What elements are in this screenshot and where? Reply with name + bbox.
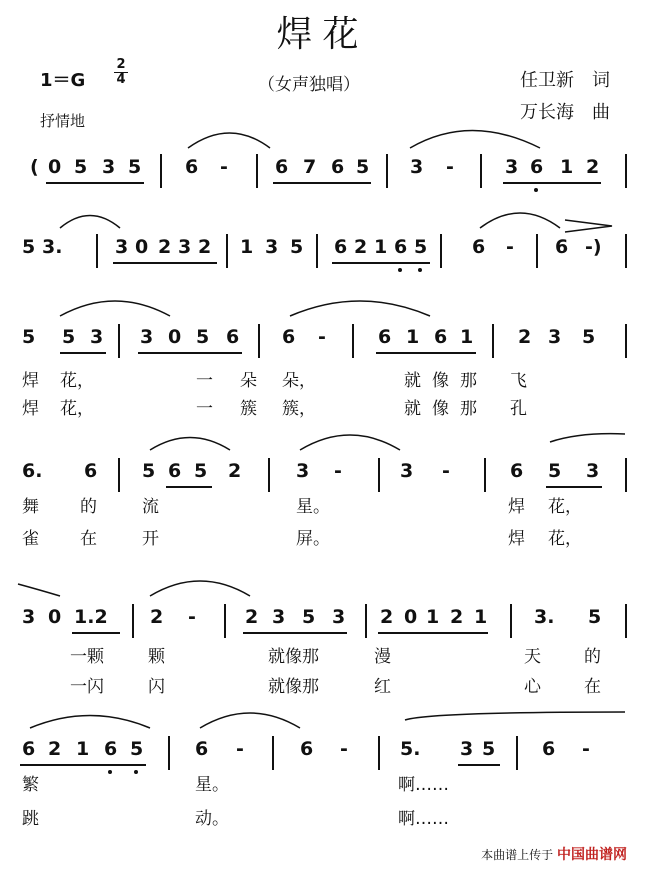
paren-open: (: [30, 156, 39, 178]
note: 3: [102, 156, 116, 178]
note: 0: [168, 326, 182, 348]
underline: [60, 352, 106, 354]
barline: [118, 324, 120, 358]
barline: [484, 458, 486, 492]
note: 5: [290, 236, 304, 258]
dash: -: [442, 460, 450, 482]
note: 6: [530, 156, 544, 178]
note: 6: [84, 460, 98, 482]
slur-arcs: [0, 118, 645, 158]
slur-arcs: [0, 698, 645, 738]
note: 0: [404, 606, 418, 628]
note: 3: [505, 156, 519, 178]
lyric: 像: [432, 371, 449, 391]
underline: [503, 182, 601, 184]
low-dot: [398, 268, 402, 272]
lyric: 开: [142, 529, 159, 549]
note: 5: [582, 326, 596, 348]
underline: [546, 486, 602, 488]
note: 6: [394, 236, 408, 258]
barline: [256, 154, 258, 188]
note: 0: [48, 606, 62, 628]
note: 2: [198, 236, 212, 258]
barline: [160, 154, 162, 188]
lyric: 焊: [22, 371, 39, 391]
barline: [625, 234, 627, 268]
dash: -): [585, 236, 602, 258]
barline: [440, 234, 442, 268]
note: 6: [378, 326, 392, 348]
note: 1: [460, 326, 474, 348]
lyric: 簇: [240, 399, 257, 419]
barline: [224, 604, 226, 638]
note: 1: [474, 606, 488, 628]
lyric: 朵，: [282, 371, 316, 391]
note: 3.: [42, 236, 63, 258]
lyricist-credit: 任卫新 词: [520, 70, 610, 91]
lyric: 漫: [374, 647, 391, 667]
dash: -: [188, 606, 196, 628]
key-signature: 1＝G: [40, 70, 86, 91]
score-line-3: [0, 318, 645, 428]
lyric: 簇，: [282, 399, 316, 419]
underline: [166, 486, 212, 488]
lyric: 舞: [22, 497, 39, 517]
barline: [352, 324, 354, 358]
note: 3: [140, 326, 154, 348]
lyric: 的: [80, 497, 97, 517]
note: 3: [400, 460, 414, 482]
note: 3: [265, 236, 279, 258]
lyric: 星。: [296, 497, 330, 517]
note: 3: [178, 236, 192, 258]
lyric: 雀: [22, 529, 39, 549]
dash: -: [220, 156, 228, 178]
barline: [96, 234, 98, 268]
barline: [536, 234, 538, 268]
low-dot: [534, 188, 538, 192]
dash: -: [582, 738, 590, 760]
note: 5: [22, 236, 36, 258]
barline: [386, 154, 388, 188]
note: 2: [450, 606, 464, 628]
note: 2: [586, 156, 600, 178]
dash: -: [318, 326, 326, 348]
lyric: 就像那: [268, 647, 319, 667]
note: 6: [334, 236, 348, 258]
note: 1.2: [74, 606, 108, 628]
note: 6: [542, 738, 556, 760]
tempo-marking: 抒情地: [40, 112, 86, 130]
note: 2: [150, 606, 164, 628]
composer-credit: 万长海 曲: [520, 102, 610, 123]
note: 1: [406, 326, 420, 348]
score-line-4: [0, 452, 645, 562]
underline: [243, 632, 347, 634]
note: 3: [115, 236, 129, 258]
lyric: 心: [524, 677, 541, 697]
note: 3: [22, 606, 36, 628]
dash: -: [334, 460, 342, 482]
meter-top: 2: [114, 58, 128, 73]
note: 3: [272, 606, 286, 628]
note: 0: [48, 156, 62, 178]
note: 2: [245, 606, 259, 628]
lyric: 孔: [510, 399, 527, 419]
note: 6: [300, 738, 314, 760]
lyric: 就: [404, 371, 421, 391]
barline: [625, 324, 627, 358]
underline: [46, 182, 144, 184]
note: 6: [472, 236, 486, 258]
underline: [378, 632, 488, 634]
note: 2: [48, 738, 62, 760]
meter-bottom: 4: [116, 72, 126, 87]
note: 5: [194, 460, 208, 482]
score-line-6: [0, 730, 645, 840]
lyric: 在: [584, 677, 601, 697]
note: 1: [560, 156, 574, 178]
underline: [20, 764, 146, 766]
underline: [138, 352, 242, 354]
note: 5: [196, 326, 210, 348]
barline: [625, 604, 627, 638]
barline: [268, 458, 270, 492]
lyric: 花，: [548, 529, 582, 549]
lyric: 闪: [148, 677, 165, 697]
barline: [492, 324, 494, 358]
note: 6: [555, 236, 569, 258]
note: 5: [130, 738, 144, 760]
note: 3: [90, 326, 104, 348]
note: 6: [22, 738, 36, 760]
site-logo-text[interactable]: 中国曲谱网: [557, 847, 627, 863]
dash: -: [506, 236, 514, 258]
lyric: 跳: [22, 809, 39, 829]
note: 6: [510, 460, 524, 482]
note: 3: [460, 738, 474, 760]
dash: -: [236, 738, 244, 760]
barline: [118, 458, 120, 492]
lyric: 焊: [508, 497, 525, 517]
note: 5: [302, 606, 316, 628]
barline: [480, 154, 482, 188]
lyric: 像: [432, 399, 449, 419]
note: 3.: [534, 606, 555, 628]
note: 1: [374, 236, 388, 258]
lyric: 就像那: [268, 677, 319, 697]
lyric: 流: [142, 497, 159, 517]
note: 5: [548, 460, 562, 482]
underline: [72, 632, 120, 634]
underline: [458, 764, 500, 766]
lyric: 红: [374, 677, 391, 697]
underline: [273, 182, 371, 184]
low-dot: [134, 770, 138, 774]
note: 5: [128, 156, 142, 178]
note: 2: [228, 460, 242, 482]
time-signature: [114, 58, 128, 87]
note: 6: [104, 738, 118, 760]
note: 6: [168, 460, 182, 482]
note: 6.: [22, 460, 43, 482]
lyric: 一颗: [70, 647, 104, 667]
barline: [365, 604, 367, 638]
lyric: 啊……: [398, 809, 449, 829]
barline: [316, 234, 318, 268]
lyric: 焊: [508, 529, 525, 549]
low-dot: [418, 268, 422, 272]
note: 1: [426, 606, 440, 628]
lyric: 朵: [240, 371, 257, 391]
note: 5: [356, 156, 370, 178]
dash: -: [340, 738, 348, 760]
performance-note: （女声独唱）: [258, 75, 360, 95]
lyric: 星。: [195, 775, 229, 795]
footer-credit: [481, 844, 627, 864]
lyric: 一闪: [70, 677, 104, 697]
lyric: 那: [460, 399, 477, 419]
score-line-5: [0, 598, 645, 708]
note: 1: [76, 738, 90, 760]
note: 5: [22, 326, 36, 348]
underline: [113, 262, 217, 264]
lyric: 繁: [22, 775, 39, 795]
barline: [516, 736, 518, 770]
lyric: 颗: [148, 647, 165, 667]
barline: [272, 736, 274, 770]
note: 7: [303, 156, 317, 178]
barline: [510, 604, 512, 638]
underline: [376, 352, 476, 354]
note: 3: [296, 460, 310, 482]
note: 0: [135, 236, 149, 258]
low-dot: [108, 770, 112, 774]
lyric: 屏。: [296, 529, 330, 549]
note: 6: [185, 156, 199, 178]
note: 3: [410, 156, 424, 178]
note: 6: [282, 326, 296, 348]
note: 5: [482, 738, 496, 760]
lyric: 那: [460, 371, 477, 391]
lyric: 花，: [60, 371, 94, 391]
note: 2: [158, 236, 172, 258]
lyric: 焊: [22, 399, 39, 419]
barline: [378, 458, 380, 492]
note: 5.: [400, 738, 421, 760]
lyric: 一: [196, 399, 213, 419]
lyric: 动。: [195, 809, 229, 829]
note: 2: [380, 606, 394, 628]
barline: [378, 736, 380, 770]
barline: [625, 458, 627, 492]
slur-arcs: [0, 420, 645, 460]
footer-text: 本曲谱上传于: [481, 848, 554, 862]
barline: [168, 736, 170, 770]
slur-arcs: [0, 566, 645, 606]
dash: -: [446, 156, 454, 178]
barline: [132, 604, 134, 638]
note: 2: [518, 326, 532, 348]
note: 5: [588, 606, 602, 628]
barline: [625, 154, 627, 188]
barline: [258, 324, 260, 358]
note: 3: [548, 326, 562, 348]
slur-arcs: [0, 286, 645, 326]
note: 6: [331, 156, 345, 178]
barline: [226, 234, 228, 268]
note: 6: [275, 156, 289, 178]
note: 5: [62, 326, 76, 348]
note: 5: [74, 156, 88, 178]
note: 5: [142, 460, 156, 482]
lyric: 花，: [548, 497, 582, 517]
note: 3: [586, 460, 600, 482]
note: 6: [195, 738, 209, 760]
lyric: 天: [524, 647, 541, 667]
lyric: 飞: [510, 371, 527, 391]
note: 5: [414, 236, 428, 258]
note: 1: [240, 236, 254, 258]
lyric: 一: [196, 371, 213, 391]
lyric: 在: [80, 529, 97, 549]
song-title: 焊花: [276, 14, 369, 55]
slur-arcs: [0, 198, 645, 238]
lyric: 花，: [60, 399, 94, 419]
underline: [332, 262, 430, 264]
lyric: 啊……: [398, 775, 449, 795]
lyric: 的: [584, 647, 601, 667]
note: 3: [332, 606, 346, 628]
note: 6: [226, 326, 240, 348]
lyric: 就: [404, 399, 421, 419]
note: 6: [434, 326, 448, 348]
note: 2: [354, 236, 368, 258]
